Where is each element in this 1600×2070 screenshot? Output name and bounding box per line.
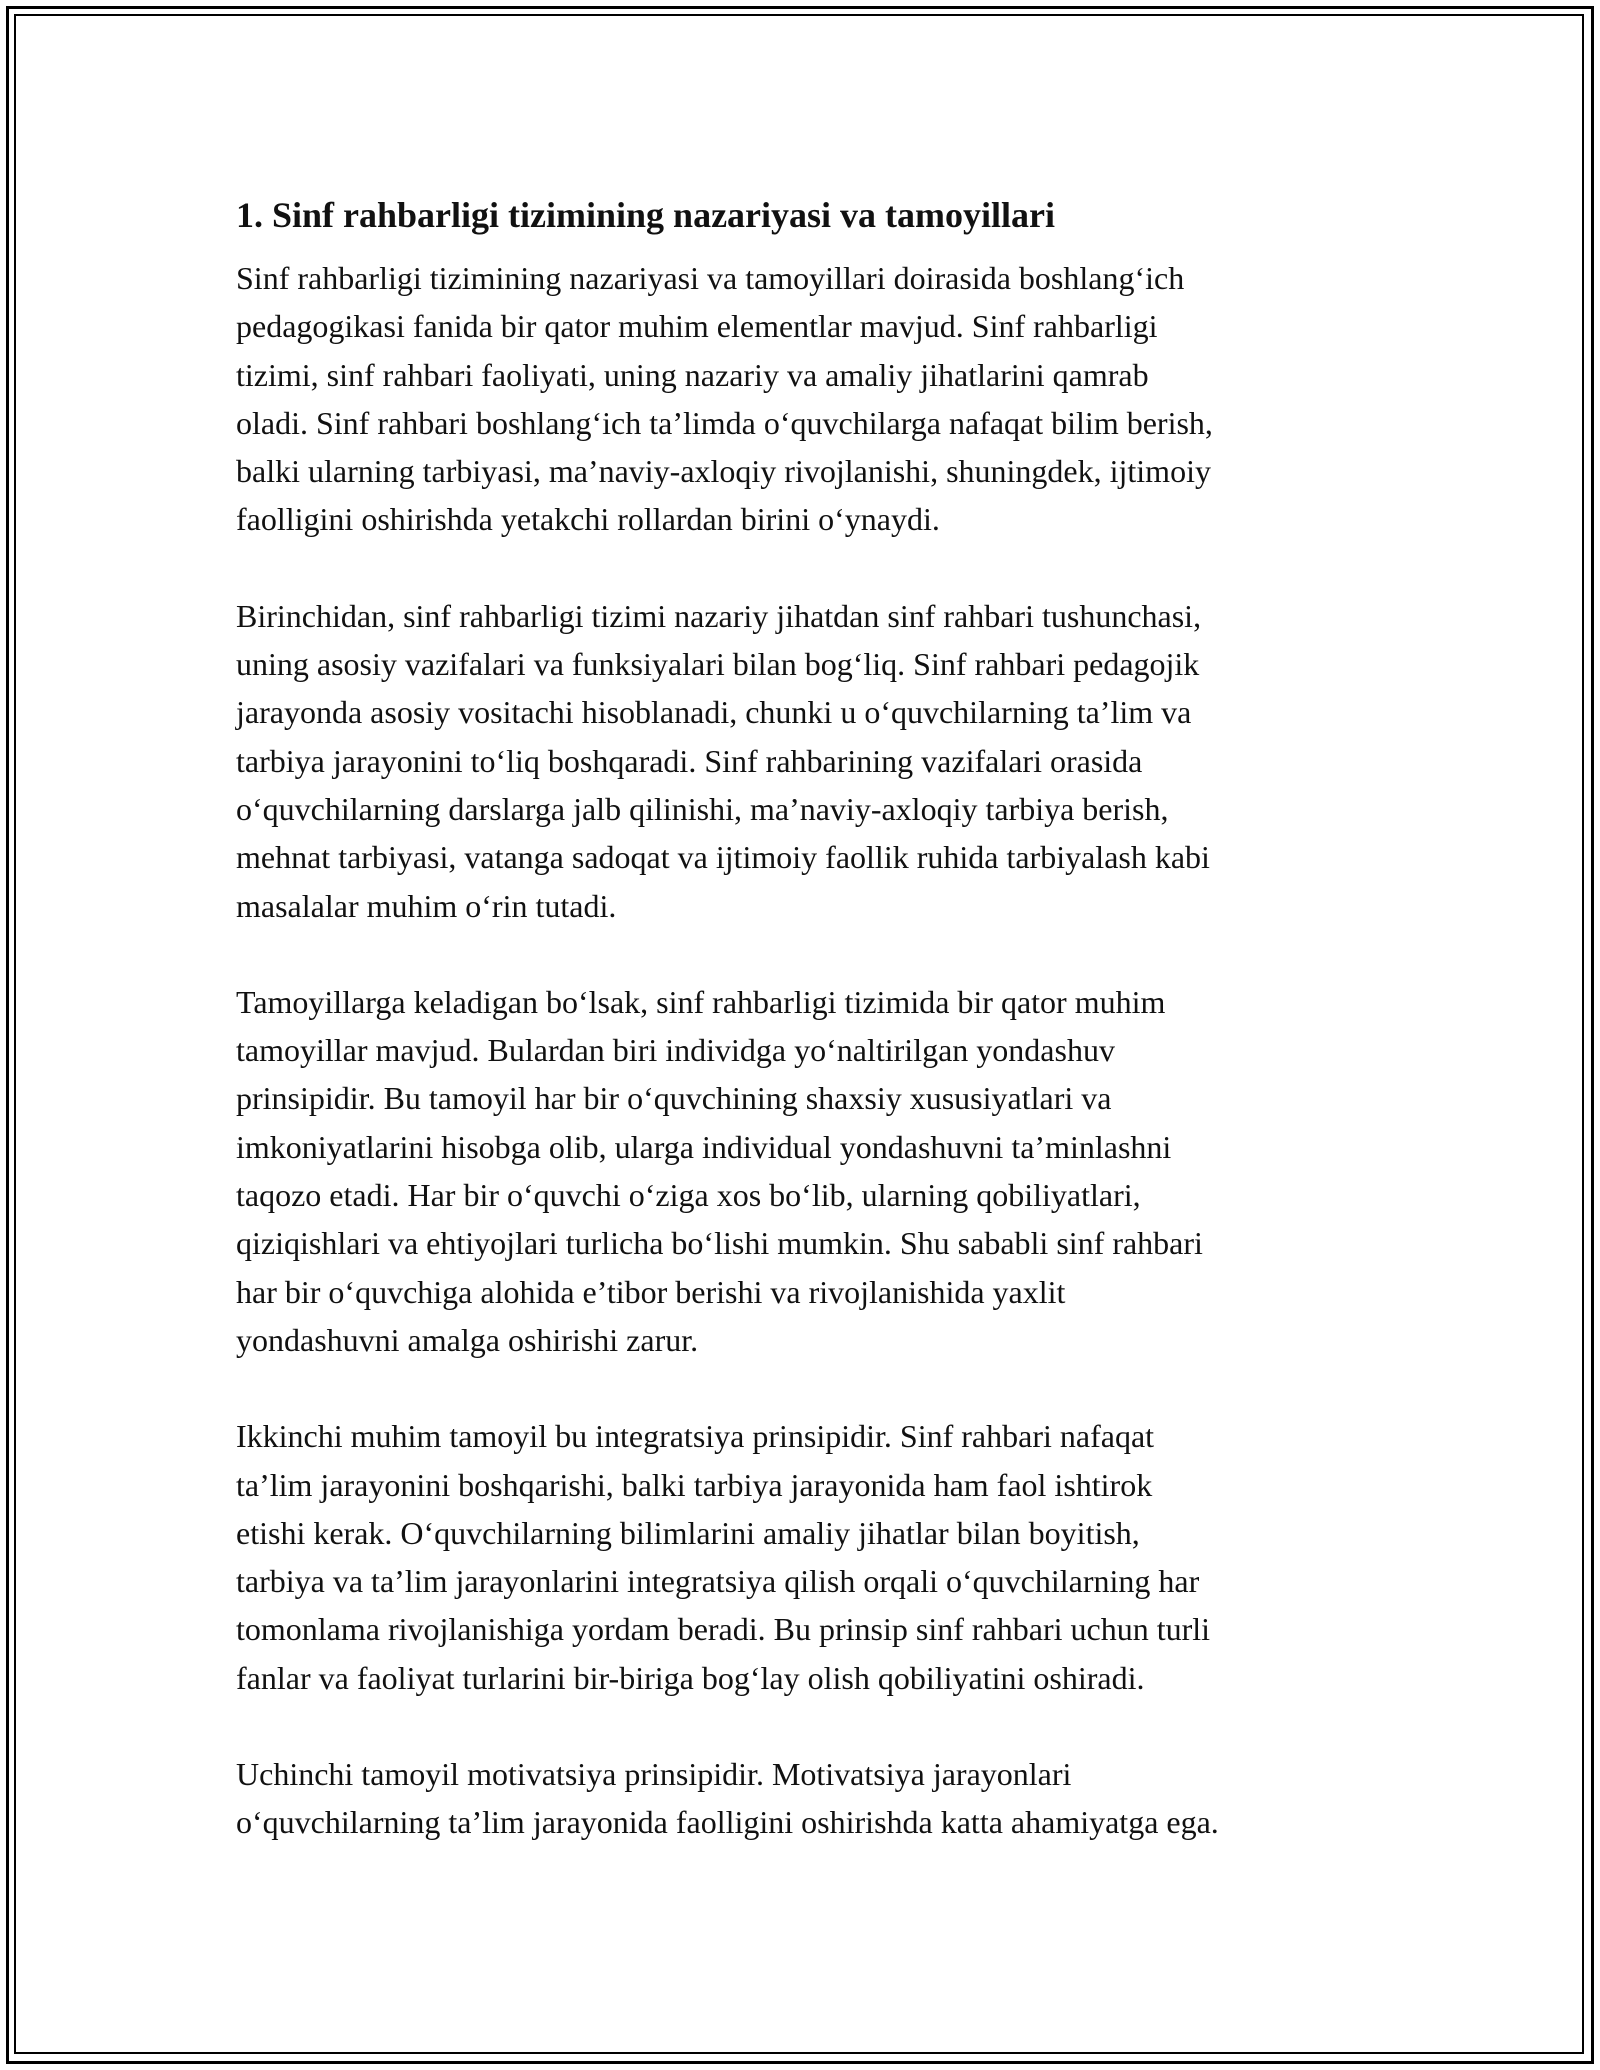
paragraph-5: Uchinchi tamoyil motivatsiya prinsipidir. Motivatsiya jarayonlari o‘quvchilarning ta’lim jarayonida faolligini oshirishda katta ahamiyatga ega. (236, 1756, 1219, 1841)
paragraph-3: Tamoyillarga keladigan bo‘lsak, sinf rahbarligi tizimida bir qator muhim tamoyillar mavjud. Bulardan biri individga yo‘naltirilgan yondashuv prinsipidir. Bu tamoyil har bir o‘quvchining shaxsiy xususiyatlari va imkoniyatlarini hisobga olib, ularga individual yondashuvni ta’minlashni taqozo etadi. Har bir o‘quvchi o‘ziga xos bo‘lib, ularning qobiliyatlari, qiziqishlari va ehtiyojlari turlicha bo‘lishi mumkin. Shu sababli sinf rahbari har bir o‘quvchiga alohida e’tibor berishi va rivojlanishida yaxlit yondashuvni amalga oshirishi zarur. (236, 983, 1203, 1358)
document-page (236, 186, 1386, 1895)
paragraph-2: Birinchidan, sinf rahbarligi tizimi nazariy jihatdan sinf rahbari tushunchasi, uning asosiy vazifalari va funksiyalari bilan bog‘liq. Sinf rahbari pedagojik jarayonda asosiy vositachi hisoblanadi, chunki u o‘quvchilarning ta’lim va tarbiya jarayonini to‘liq boshqaradi. Sinf rahbarining vazifalari orasida o‘quvchilarning darslarga jalb qilinishi, ma’naviy-axloqiy tarbiya berish, mehnat tarbiyasi, vatanga sadoqat va ijtimoiy faollik ruhida tarbiyalash kabi masalalar muhim o‘rin tutadi. (236, 597, 1210, 924)
paragraph-4: Ikkinchi muhim tamoyil bu integratsiya prinsipidir. Sinf rahbari nafaqat ta’lim jarayonini boshqarishi, balki tarbiya jarayonida ham faol ishtirok etishi kerak. O‘quvchilarning bilimlarini amaliy jihatlar bilan boyitish, tarbiya va ta’lim jarayonlarini integratsiya qilish orqali o‘quvchilarning har tomonlama rivojlanishiga yordam beradi. Bu prinsip sinf rahbari uchun turli fanlar va faoliyat turlarini bir-biriga bog‘lay olish qobiliyatini oshiradi. (236, 1418, 1211, 1696)
section-title: 1. Sinf rahbarligi tizimining nazariyasi va tamoyillari (236, 195, 1055, 235)
paragraph-1: Sinf rahbarligi tizimining nazariyasi va tamoyillari doirasida boshlang‘ich pedagogikasi fanida bir qator muhim elementlar mavjud. Sinf rahbarligi tizimi, sinf rahbari faoliyati, uning nazariy va amaliy jihatlarini qamrab oladi. Sinf rahbari boshlang‘ich ta’limda o‘quvchilarga nafaqat bilim berish, balki ularning tarbiyasi, ma’naviy-axloqiy rivojlanishi, shuningdek, ijtimoiy faolligini oshirishda yetakchi rollardan birini o‘ynaydi. (236, 260, 1213, 538)
